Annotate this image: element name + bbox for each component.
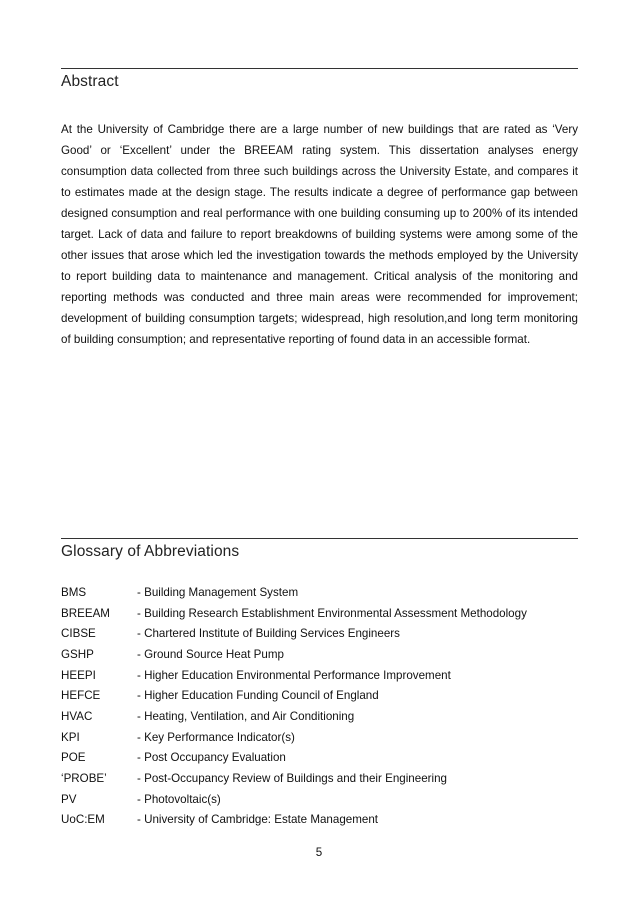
glossary-abbreviation: GSHP	[61, 647, 94, 661]
glossary-item	[61, 727, 578, 748]
glossary-item	[61, 810, 578, 831]
glossary-item	[61, 603, 578, 624]
glossary-definition: - Heating, Ventilation, and Air Conditioning	[137, 709, 355, 723]
glossary-abbreviation: UoC:EM	[61, 813, 105, 827]
glossary-definition: - Building Management System	[137, 585, 299, 599]
page-number: 5	[315, 846, 323, 859]
glossary-item	[61, 685, 578, 706]
glossary-item	[61, 748, 578, 769]
glossary-definition: - Chartered Institute of Building Services Engineers	[137, 627, 400, 641]
glossary-abbreviation: POE	[61, 751, 86, 765]
glossary-top-rule	[61, 538, 578, 539]
glossary-abbreviation: BREEAM	[61, 606, 110, 620]
glossary-abbreviation: CIBSE	[61, 627, 96, 641]
abstract-heading: Abstract	[61, 73, 119, 90]
glossary-item	[61, 644, 578, 665]
glossary-item	[61, 789, 578, 810]
glossary-definition: - Ground Source Heat Pump	[137, 647, 284, 661]
glossary-definition: - Building Research Establishment Environmental Assessment Methodology	[137, 606, 527, 620]
glossary-abbreviation: ‘PROBE’	[61, 772, 107, 786]
glossary-abbreviation: BMS	[61, 585, 87, 599]
glossary-abbreviation: PV	[61, 792, 77, 806]
abstract-body: At the University of Cambridge there are a large number of new buildings that are rated as ‘Very Good’ or ‘Excellent’ under the BREEAM rating system. This dissertation analyses energy consumption data collected from three such buildings across the University Estate, and compares it to estimates made at the design stage. The results indicate a degree of performance gap between designed consumption and real performance with one building consuming up to 200% of its intended target. Lack of data and failure to report breakdowns of building systems were among some of the other issues that arose which led the investigation towards the methods employed by the University to report building data to maintenance and management. Critical analysis of the monitoring and reporting methods was conducted and three main areas were recommended for improvement; development of building consumption targets; widespread, high resolution,and long term monitoring of building consumption; and representative reporting of found data in an accessible format.	[61, 123, 578, 346]
glossary-abbreviation: HEFCE	[61, 689, 101, 703]
glossary-definition: - Key Performance Indicator(s)	[137, 730, 295, 744]
glossary-definition: - Photovoltaic(s)	[137, 792, 221, 806]
glossary-item	[61, 582, 578, 603]
glossary-definition: - Post-Occupancy Review of Buildings and their Engineering	[137, 772, 447, 786]
glossary-item	[61, 623, 578, 644]
glossary-definition: - Higher Education Environmental Performance Improvement	[137, 668, 451, 682]
glossary-heading: Glossary of Abbreviations	[61, 543, 240, 560]
glossary-abbreviation: HEEPI	[61, 668, 96, 682]
glossary-abbreviation: HVAC	[61, 709, 93, 723]
glossary-item	[61, 706, 578, 727]
glossary-item	[61, 665, 578, 686]
glossary-abbreviation: KPI	[61, 730, 80, 744]
glossary-definition: - Post Occupancy Evaluation	[137, 751, 286, 765]
glossary-list	[61, 582, 578, 830]
glossary-definition: - Higher Education Funding Council of England	[137, 689, 379, 703]
abstract-top-rule	[61, 68, 578, 69]
glossary-item	[61, 768, 578, 789]
glossary-definition: - University of Cambridge: Estate Management	[137, 813, 378, 827]
